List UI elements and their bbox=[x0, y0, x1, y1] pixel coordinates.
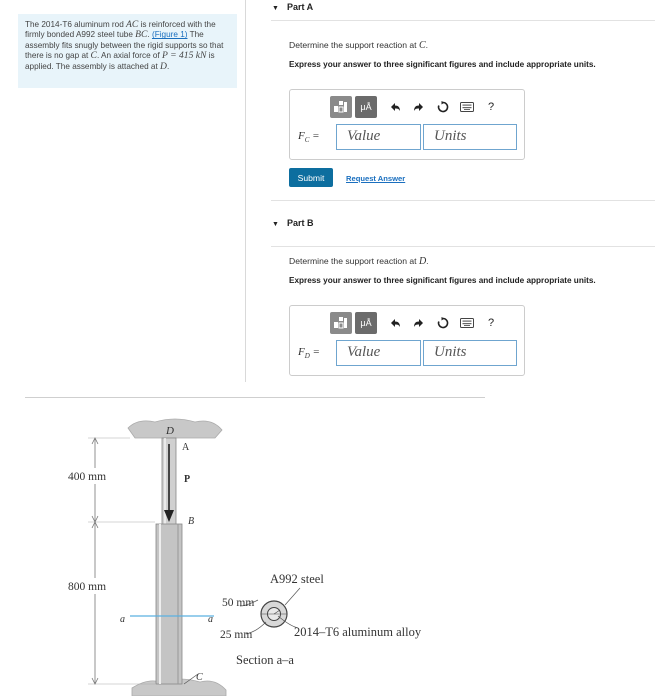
redo-icon[interactable] bbox=[410, 98, 428, 116]
var-sub: C bbox=[304, 136, 310, 145]
part-b-question-end: . bbox=[426, 256, 429, 266]
label-d: D bbox=[166, 425, 174, 437]
assembly-figure bbox=[0, 410, 470, 696]
tube-label: BC bbox=[135, 29, 148, 41]
part-a-units-input[interactable]: Units bbox=[423, 124, 517, 150]
label-p: P bbox=[184, 474, 191, 485]
part-a-equation-row bbox=[298, 124, 517, 150]
part-a-question-point: C bbox=[418, 40, 426, 51]
part-a-header[interactable] bbox=[272, 2, 313, 12]
part-a-answer-box bbox=[289, 89, 525, 160]
part-a-variable-label bbox=[298, 130, 336, 144]
var-eq: = bbox=[309, 129, 320, 142]
part-b-value-input[interactable]: Value bbox=[336, 340, 421, 366]
dim-800: 800 mm bbox=[68, 581, 107, 593]
problem-text-5: . An axial force of bbox=[96, 51, 163, 61]
templates-icon bbox=[334, 101, 348, 113]
undo-icon[interactable] bbox=[386, 98, 404, 116]
request-answer-link[interactable]: Request Answer bbox=[346, 174, 406, 183]
part-b-instruction: Express your answer to three significant figures and include appropriate units. bbox=[289, 276, 596, 285]
part-a-title: Part A bbox=[286, 2, 314, 12]
part-a-toolbar bbox=[330, 96, 500, 118]
templates-icon bbox=[334, 317, 348, 329]
section-title: Section a–a bbox=[236, 653, 294, 667]
top-support bbox=[128, 419, 222, 438]
section-a-left: a bbox=[120, 614, 125, 625]
problem-text-6: is applied. The assembly is attached at bbox=[25, 51, 215, 71]
label-c: C bbox=[196, 672, 203, 683]
column-divider bbox=[245, 0, 246, 382]
part-b-header[interactable] bbox=[272, 218, 313, 228]
collapse-triangle-icon[interactable]: ▼ bbox=[272, 5, 279, 12]
var-main: F bbox=[298, 129, 305, 142]
units-symbol-button[interactable] bbox=[355, 312, 377, 334]
steel-label: A992 steel bbox=[270, 572, 324, 586]
gap-point: C bbox=[90, 50, 97, 62]
force-expression: P = 415 kN bbox=[162, 50, 207, 62]
part-b-question-text: Determine the support reaction at bbox=[289, 256, 419, 266]
var-main: F bbox=[298, 345, 305, 358]
mu-angstrom-label: μÅ bbox=[360, 102, 372, 112]
part-b-top-separator bbox=[271, 200, 655, 201]
problem-text-4: The assembly fits snugly between the rigid supports so that there is no gap at bbox=[25, 30, 224, 61]
reset-icon[interactable] bbox=[434, 98, 452, 116]
templates-button[interactable] bbox=[330, 312, 352, 334]
section-a-right: a bbox=[208, 614, 213, 625]
part-a-instruction: Express your answer to three significant figures and include appropriate units. bbox=[289, 60, 596, 69]
part-b-units-input[interactable]: Units bbox=[423, 340, 517, 366]
part-a-value-input[interactable]: Value bbox=[336, 124, 421, 150]
var-sub: D bbox=[304, 352, 310, 361]
part-b-variable-label bbox=[298, 346, 336, 360]
figure-link[interactable]: (Figure 1) bbox=[151, 30, 188, 40]
part-b-separator bbox=[271, 246, 655, 247]
problem-text-3: . bbox=[147, 30, 152, 40]
problem-text-2: is reinforced with the firmly bonded A992 steel tube bbox=[25, 20, 216, 40]
label-b: B bbox=[188, 516, 195, 527]
figure-divider bbox=[25, 397, 485, 398]
part-b-title: Part B bbox=[286, 218, 314, 228]
dim-25: 25 mm bbox=[220, 629, 253, 641]
alloy-label: 2014–T6 aluminum alloy bbox=[294, 625, 422, 639]
part-a-question-end: . bbox=[425, 40, 428, 50]
part-a-question-text: Determine the support reaction at bbox=[289, 40, 419, 50]
units-symbol-button[interactable] bbox=[355, 96, 377, 118]
problem-text-1: The 2014-T6 aluminum rod bbox=[25, 20, 127, 29]
part-a-separator bbox=[271, 20, 655, 21]
problem-text-7: . bbox=[166, 61, 170, 71]
help-icon[interactable]: ? bbox=[487, 317, 495, 329]
undo-icon[interactable] bbox=[386, 314, 404, 332]
part-b-equation-row bbox=[298, 340, 517, 366]
attach-point: D bbox=[160, 60, 167, 72]
keyboard-icon[interactable] bbox=[458, 98, 476, 116]
templates-button[interactable] bbox=[330, 96, 352, 118]
keyboard-icon[interactable] bbox=[458, 314, 476, 332]
label-a: A bbox=[182, 442, 190, 453]
submit-button[interactable]: Submit bbox=[289, 168, 333, 187]
dim-400: 400 mm bbox=[68, 471, 107, 483]
part-a-question bbox=[289, 40, 428, 51]
part-b-question-point: D bbox=[418, 256, 427, 267]
collapse-triangle-icon[interactable]: ▼ bbox=[272, 221, 279, 228]
help-icon[interactable]: ? bbox=[487, 101, 495, 113]
redo-icon[interactable] bbox=[410, 314, 428, 332]
problem-statement bbox=[18, 14, 237, 88]
reset-icon[interactable] bbox=[434, 314, 452, 332]
rod-label: AC bbox=[126, 19, 139, 30]
part-b-question bbox=[289, 256, 429, 267]
part-b-answer-box bbox=[289, 305, 525, 376]
part-b-toolbar bbox=[330, 312, 500, 334]
dim-50: 50 mm bbox=[222, 597, 255, 609]
var-eq: = bbox=[309, 345, 320, 358]
mu-angstrom-label: μÅ bbox=[360, 318, 372, 328]
